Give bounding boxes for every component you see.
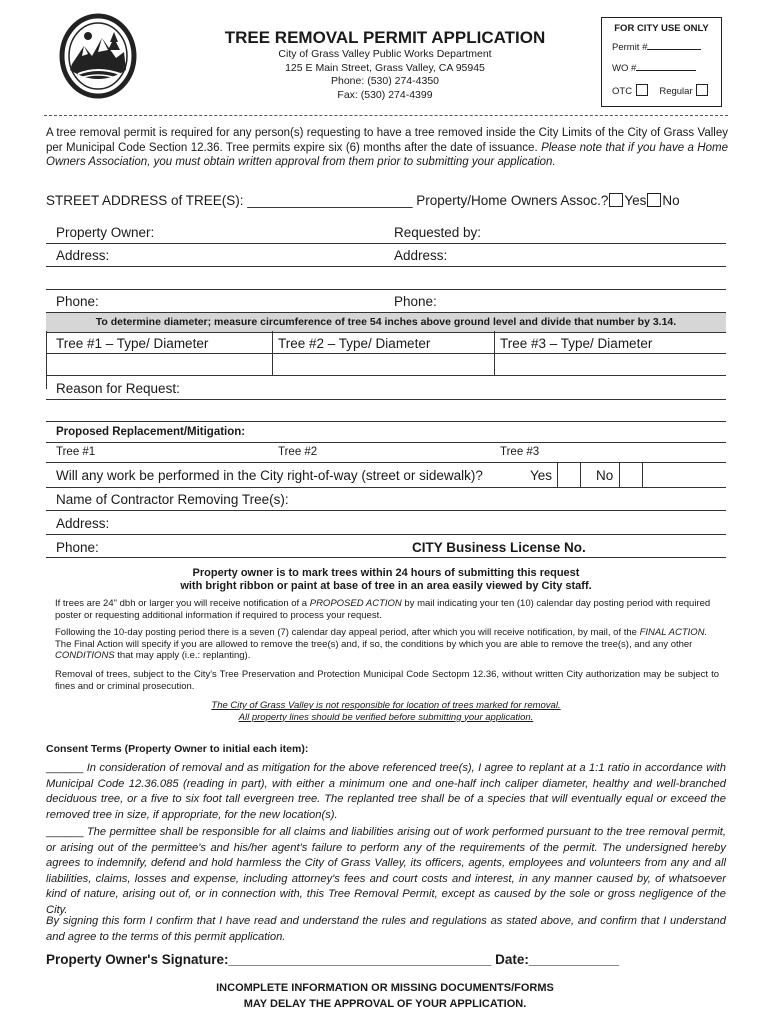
intro-note: Please note that if you have a Home Owners Association, you must obtain written approval from them prior to submitting your application. bbox=[46, 141, 728, 168]
notice-text: Following the 10-day posting period there is a seven (7) calendar day appeal period, after which you will receive notification, by mail, of the bbox=[55, 627, 640, 638]
hoa-no-label: No bbox=[662, 193, 680, 208]
otc-label: OTC bbox=[612, 86, 633, 97]
contractor-address-line[interactable] bbox=[46, 534, 726, 535]
requester-phone-label: Phone: bbox=[394, 294, 437, 309]
tree-1-header: Tree #1 – Type/ Diameter bbox=[56, 336, 209, 351]
address-line[interactable] bbox=[46, 266, 726, 267]
property-owner-label: Property Owner: bbox=[56, 225, 155, 240]
wo-number-field[interactable] bbox=[612, 63, 721, 74]
owner-line[interactable] bbox=[46, 243, 726, 244]
street-address-input[interactable]: ______________________ bbox=[247, 193, 413, 208]
tree-2-header: Tree #2 – Type/ Diameter bbox=[278, 336, 431, 351]
replacement-line[interactable] bbox=[46, 442, 726, 443]
diameter-instructions-banner: To determine diameter; measure circumference of tree 54 inches above ground level and divide that number by 3.14. bbox=[46, 312, 726, 333]
initial-field-1[interactable]: ______ bbox=[46, 762, 84, 774]
permit-number-field[interactable] bbox=[612, 42, 721, 53]
signature-row bbox=[46, 952, 619, 967]
marking-notice-line-2: with bright ribbon or paint at base of tree in an area easily viewed by City staff. bbox=[180, 580, 592, 592]
replacement-tree-3: Tree #3 bbox=[500, 446, 540, 458]
replacement-tree-1: Tree #1 bbox=[56, 446, 96, 458]
tree-line[interactable] bbox=[46, 353, 726, 354]
final-action-notice bbox=[55, 627, 719, 662]
hoa-no-checkbox[interactable] bbox=[647, 193, 661, 207]
notice-emphasis: PROPOSED ACTION bbox=[309, 598, 402, 609]
removal-penalty-notice: Removal of trees, subject to the City's Tree Preservation and Protection Municipal Code Sectopm 12.36, without written City authorization may be subject to fines and or criminal prosecution. bbox=[55, 669, 719, 692]
department-address-block bbox=[200, 48, 570, 102]
footer-line-1: INCOMPLETE INFORMATION OR MISSING DOCUMENTS/FORMS bbox=[216, 982, 554, 994]
intro-paragraph bbox=[46, 126, 728, 170]
reason-label: Reason for Request: bbox=[56, 381, 180, 396]
marking-notice bbox=[46, 567, 726, 593]
street-address: 125 E Main Street, Grass Valley, CA 95945 bbox=[285, 61, 485, 74]
tree-line[interactable] bbox=[46, 375, 726, 376]
business-license-label: CITY Business License No. bbox=[412, 540, 586, 555]
disclaimer-line-1: The City of Grass Valley is not responsible for location of trees marked for removal. bbox=[211, 700, 561, 711]
phone-number: Phone: (530) 274-4350 bbox=[331, 75, 439, 87]
col-border bbox=[46, 331, 47, 389]
intro-text: A tree removal permit is required for any person(s) requesting to have a tree removed inside the City Limits of the City of Grass Valley per Municipal Code Section 12.36. Tree permits expire six (6) months after the date of issuance. bbox=[46, 127, 728, 154]
city-use-heading: FOR CITY USE ONLY bbox=[614, 23, 709, 34]
notice-text: by mail indicating your ten (10) calendar day posting period with required poster or requesting additional information if required to process your request. bbox=[55, 598, 711, 621]
row-yes-label: Yes bbox=[530, 468, 553, 483]
notice-text: The Final Action will specify if you are allowed to remove the tree(s) and, if so, the conditions by which you are able to remove the tree(s), and any other bbox=[55, 638, 693, 650]
signature-field[interactable]: ___________________________________ bbox=[228, 952, 492, 967]
footer-line-2: MAY DELAY THE APPROVAL OF YOUR APPLICATION. bbox=[243, 998, 527, 1010]
divider bbox=[44, 115, 728, 116]
permit-label: Permit # bbox=[612, 42, 648, 53]
tree-3-header: Tree #3 – Type/ Diameter bbox=[500, 336, 653, 351]
contractor-line[interactable] bbox=[46, 510, 726, 511]
row-line bbox=[46, 487, 726, 488]
consent-item-2 bbox=[46, 825, 726, 918]
disclaimer-line-2: All property lines should be verified before submitting your application. bbox=[238, 711, 534, 723]
consent-item-1 bbox=[46, 761, 726, 823]
contractor-address-label: Address: bbox=[56, 516, 110, 531]
otc-checkbox[interactable] bbox=[636, 84, 648, 96]
hoa-label: Property/Home Owners Assoc.? bbox=[416, 193, 609, 208]
requester-address-label: Address: bbox=[394, 248, 448, 263]
date-label: Date: bbox=[495, 952, 529, 967]
contractor-phone-label: Phone: bbox=[56, 540, 99, 555]
city-seal-logo bbox=[58, 12, 138, 100]
address-line-2[interactable] bbox=[46, 289, 726, 290]
requested-by-label: Requested by: bbox=[394, 225, 482, 240]
consent-item-2-text: The permittee shall be responsible for all claims and liabilities arising out of work performed pursuant to the tree removal permit, or arising out of the permittee's and his/her agent's failure to perform any of the requirements of the permit. The undersigned hereby agrees to indemnify, defend and hold harmless the City of Grass Valley, its officers, agents, employees and volunteers from any and all liabilities, claims, losses and expense, including attorney's fees and court costs and interest, in any manner caused by, of whatsoever kind of nature, arising out of, or in connection with, this Tree Removal Permit, except as caused by the sole or gross negligence of the City. bbox=[46, 826, 726, 916]
hoa-yes-checkbox[interactable] bbox=[609, 193, 623, 207]
signature-label: Property Owner's Signature: bbox=[46, 952, 229, 967]
regular-label: Regular bbox=[659, 86, 693, 97]
date-field[interactable]: ____________ bbox=[528, 952, 619, 967]
owner-address-label: Address: bbox=[56, 248, 110, 263]
proposed-action-notice bbox=[55, 598, 719, 621]
row-yes-checkbox[interactable] bbox=[557, 462, 581, 488]
contractor-label: Name of Contractor Removing Tree(s): bbox=[56, 492, 289, 507]
fax-number: Fax: (530) 274-4399 bbox=[337, 88, 433, 101]
city-use-box bbox=[601, 17, 722, 107]
street-address-row bbox=[46, 193, 736, 208]
marking-notice-line-1: Property owner is to mark trees within 24 hours of submitting this request bbox=[192, 567, 580, 579]
owner-phone-label: Phone: bbox=[56, 294, 99, 309]
contractor-phone-line[interactable] bbox=[46, 557, 726, 558]
consent-item-1-text: In consideration of removal and as mitigation for the above referenced tree(s), I agree to replant at a 1:1 ratio in accordance with Municipal Code 12.36.085 (reading in part), with either a minimum one and one-half inch caliper diameter, healthy and well-branched deciduous tree, or a five to six foot tall evergreen tree. The replanted tree shall be of a species that will eventually equal or exceed the removed tree in size, if appropriate, for the new location(s). bbox=[46, 762, 727, 821]
notice-text: If trees are 24" dbh or larger you will receive notification of a bbox=[55, 598, 310, 609]
reason-line-2[interactable] bbox=[46, 421, 726, 422]
hoa-yes-label: Yes bbox=[624, 193, 647, 208]
notice-emphasis: CONDITIONS bbox=[55, 650, 115, 661]
consent-heading: Consent Terms (Property Owner to initial each item): bbox=[46, 743, 309, 755]
disclaimer bbox=[46, 700, 726, 723]
notice-emphasis: FINAL ACTION. bbox=[639, 627, 708, 638]
right-of-way-question: Will any work be performed in the City right-of-way (street or sidewalk)? bbox=[56, 468, 483, 483]
replacement-label: Proposed Replacement/Mitigation: bbox=[56, 426, 246, 438]
department-name: City of Grass Valley Public Works Department bbox=[278, 48, 492, 60]
street-address-label: STREET ADDRESS of TREE(S): bbox=[46, 193, 244, 208]
row-no-checkbox[interactable] bbox=[619, 462, 643, 488]
confirmation-statement: By signing this form I confirm that I have read and understand the rules and regulations as stated above, and confirm that I understand and agree to the terms of this permit application. bbox=[46, 915, 726, 943]
wo-label: WO # bbox=[612, 63, 637, 74]
regular-checkbox[interactable] bbox=[696, 84, 708, 96]
replacement-tree-2: Tree #2 bbox=[278, 446, 318, 458]
notice-text: that may apply (i.e.: replanting). bbox=[114, 650, 251, 661]
row-no-label: No bbox=[596, 468, 614, 483]
page-title: TREE REMOVAL PERMIT APPLICATION bbox=[224, 28, 546, 47]
reason-line[interactable] bbox=[46, 399, 726, 400]
initial-field-2[interactable]: ______ bbox=[46, 826, 84, 838]
footer-warning bbox=[0, 980, 770, 1012]
